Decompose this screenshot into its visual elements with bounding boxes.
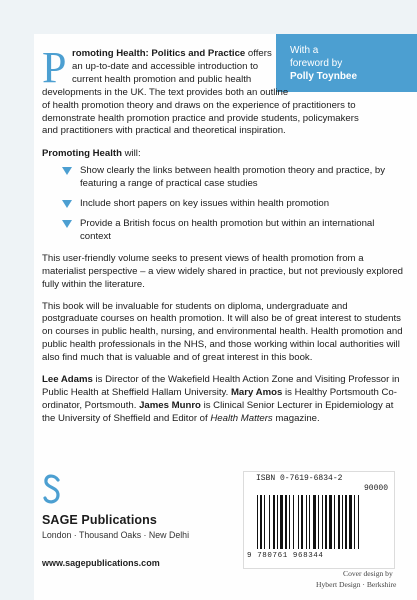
intro-line-2: an up-to-date and accessible introduction to [72, 60, 259, 72]
barcode-icon [257, 495, 393, 549]
intro-title: romoting Health: Politics and Practice [72, 48, 246, 59]
foreword-author: Polly Toynbee [290, 71, 358, 82]
triangle-bullet-icon [62, 167, 72, 175]
author-name: Lee Adams [42, 374, 93, 386]
list-item: Show clearly the links between health promotion theory and practice, by featuring a range of practical case studies [62, 165, 404, 191]
intro-line-5: of health promotion theory and draws on the experience of practitioners to [42, 99, 356, 111]
features-heading: Promoting Health will: [42, 148, 141, 160]
list-item: Provide a British focus on health promotion but within an international context [62, 218, 404, 244]
price-code: 90000 [364, 484, 389, 493]
barcode-number: 9 780761 968344 [247, 552, 324, 560]
svg-text:P: P [42, 48, 67, 86]
publisher-url: www.sagepublications.com [42, 558, 160, 568]
authors-paragraph: Lee Adams is Director of the Wakefield Health Action Zone and Visiting Professor in Public Health at Sheffield Hallam University. Mary Amos is Healthy Portsmouth Co-ordinator, Portsmouth. James Munro is Clinical Senior Lecturer in Epidemiology at the University of Sheffield and Editor of Health Matters magazine. [42, 374, 400, 424]
intro-line-1: offers [245, 48, 272, 59]
author-name: James Munro [139, 399, 201, 411]
magazine-title: Health Matters [210, 412, 273, 424]
triangle-bullet-icon [62, 220, 72, 228]
blurb [42, 48, 404, 426]
drop-cap-p-icon [42, 48, 69, 86]
author-name: Mary Amos [230, 386, 283, 398]
foreword-line-1: With a [290, 45, 319, 56]
intro-line-7: and practitioners with practical and theoretical inspiration. [42, 125, 286, 137]
sage-logo-icon [42, 473, 62, 507]
top-tint-band [0, 0, 417, 34]
intro-line-6: demonstrate health promotion practice and provide students, policymakers [42, 112, 359, 124]
triangle-bullet-icon [62, 200, 72, 208]
features-list [42, 165, 404, 244]
intro-line-3: current health promotion and public health [72, 73, 252, 85]
left-tint-band [0, 0, 34, 600]
cover-credit-line-2: Hybert Design · Berkshire [316, 580, 397, 589]
list-item: Include short papers on key issues within health promotion [62, 198, 404, 211]
intro-paragraph [42, 48, 404, 138]
cover-credit-line-1: Cover design by [343, 569, 393, 578]
foreword-line-2: foreword by [290, 58, 343, 69]
audience-paragraph: This book will be invaluable for students on diploma, undergraduate and postgraduate courses on health promotion. It will also be of great interest to students on courses in public health, nursing, and environmental health. Health promotion and public health professionals in the NHS, and those working within local authorities will also find much that is valuable and of great interest in this book. [42, 300, 403, 364]
publisher-name: SAGE Publications [42, 513, 157, 527]
isbn-number: ISBN 0-7619-6834-2 [256, 474, 343, 483]
intro-line-4: developments in the UK. The text provides both an outline [42, 86, 289, 98]
perspective-paragraph: This user-friendly volume seeks to present views of health promotion from a materialist perspective – a view widely shared in practice, but not previously explored fully within the literature. [42, 252, 404, 290]
publisher-cities: London · Thousand Oaks · New Delhi [42, 530, 190, 540]
